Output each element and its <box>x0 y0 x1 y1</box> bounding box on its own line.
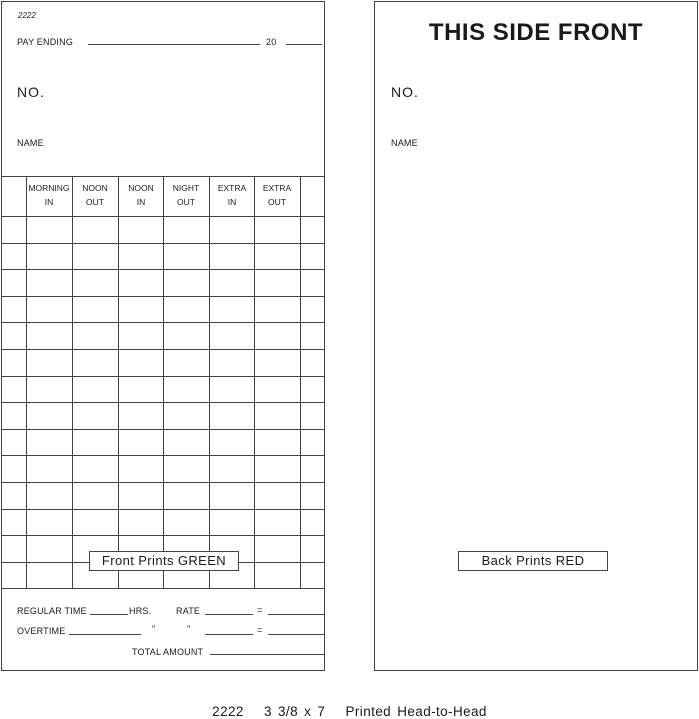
table-row <box>2 349 324 350</box>
column-header-bottom: OUT <box>86 197 104 207</box>
pay-ending-label: PAY ENDING <box>17 37 74 47</box>
overtime-amount-line <box>268 634 324 635</box>
column-header <box>26 181 72 209</box>
column-header-top: NIGHT <box>172 183 200 193</box>
column-header-bottom: OUT <box>177 197 195 207</box>
table-row <box>2 482 324 483</box>
grid-column-divider <box>254 176 255 588</box>
grid-column-divider <box>163 176 164 588</box>
hrs-label: HRS. <box>129 606 152 616</box>
table-row <box>2 216 324 217</box>
total-amount-label: TOTAL AMOUNT <box>132 647 204 657</box>
column-header <box>118 181 164 209</box>
back-card <box>374 1 698 671</box>
front-card <box>1 1 325 671</box>
table-row <box>2 322 324 323</box>
back-name-label: NAME <box>391 138 418 148</box>
table-row <box>2 376 324 377</box>
back-no-label: NO. <box>391 84 419 100</box>
regular-time-line <box>90 614 128 615</box>
rate-line <box>205 614 253 615</box>
no-label: NO. <box>17 84 45 100</box>
table-row <box>2 535 324 536</box>
column-header-bottom: OUT <box>268 197 286 207</box>
column-header-top: EXTRA <box>217 183 247 193</box>
table-row <box>2 243 324 244</box>
ditto-rate: " <box>187 624 191 634</box>
year-line <box>286 44 322 45</box>
overtime-label: OVERTIME <box>17 626 66 636</box>
grid-column-divider <box>118 176 119 588</box>
name-label: NAME <box>17 138 44 148</box>
back-heading: THIS SIDE FRONT <box>428 19 644 46</box>
column-header <box>209 181 255 209</box>
ditto-hrs: " <box>152 624 156 634</box>
back-print-note: Back Prints RED <box>458 551 608 571</box>
regular-amount-line <box>268 614 324 615</box>
column-header <box>72 181 118 209</box>
regular-time-label: REGULAR TIME <box>17 606 87 616</box>
grid-column-divider <box>26 176 27 588</box>
caption-size: 3 3/8 x 7 <box>263 704 326 719</box>
column-header-top: NOON <box>82 183 108 193</box>
total-amount-line <box>210 654 324 655</box>
caption-number: 2222 <box>212 704 244 719</box>
rate-label: RATE <box>176 606 201 616</box>
table-row <box>2 588 324 589</box>
table-row <box>2 296 324 297</box>
table-row <box>2 402 324 403</box>
overtime-rate-line <box>205 634 253 635</box>
pay-ending-line <box>88 44 260 45</box>
time-grid <box>2 176 324 588</box>
table-row <box>2 429 324 430</box>
front-print-note: Front Prints GREEN <box>89 551 239 571</box>
table-row <box>2 269 324 270</box>
column-header-bottom: IN <box>227 197 237 207</box>
grid-column-divider <box>209 176 210 588</box>
column-header <box>254 181 300 209</box>
column-header <box>163 181 209 209</box>
equals-sign-2: = <box>257 625 263 635</box>
table-row <box>2 455 324 456</box>
year-label: 20 <box>266 37 277 47</box>
column-header-bottom: IN <box>136 197 146 207</box>
caption <box>0 704 699 719</box>
grid-column-divider <box>72 176 73 588</box>
equals-sign: = <box>257 605 263 615</box>
column-header-bottom: IN <box>44 197 54 207</box>
form-number: 2222 <box>18 11 36 20</box>
grid-column-divider <box>300 176 301 588</box>
table-row <box>2 509 324 510</box>
overtime-hours-line <box>69 634 141 635</box>
column-header-top: NOON <box>128 183 154 193</box>
column-header-top: MORNING <box>28 183 70 193</box>
caption-description: Printed Head-to-Head <box>345 704 487 719</box>
column-header-top: EXTRA <box>262 183 292 193</box>
